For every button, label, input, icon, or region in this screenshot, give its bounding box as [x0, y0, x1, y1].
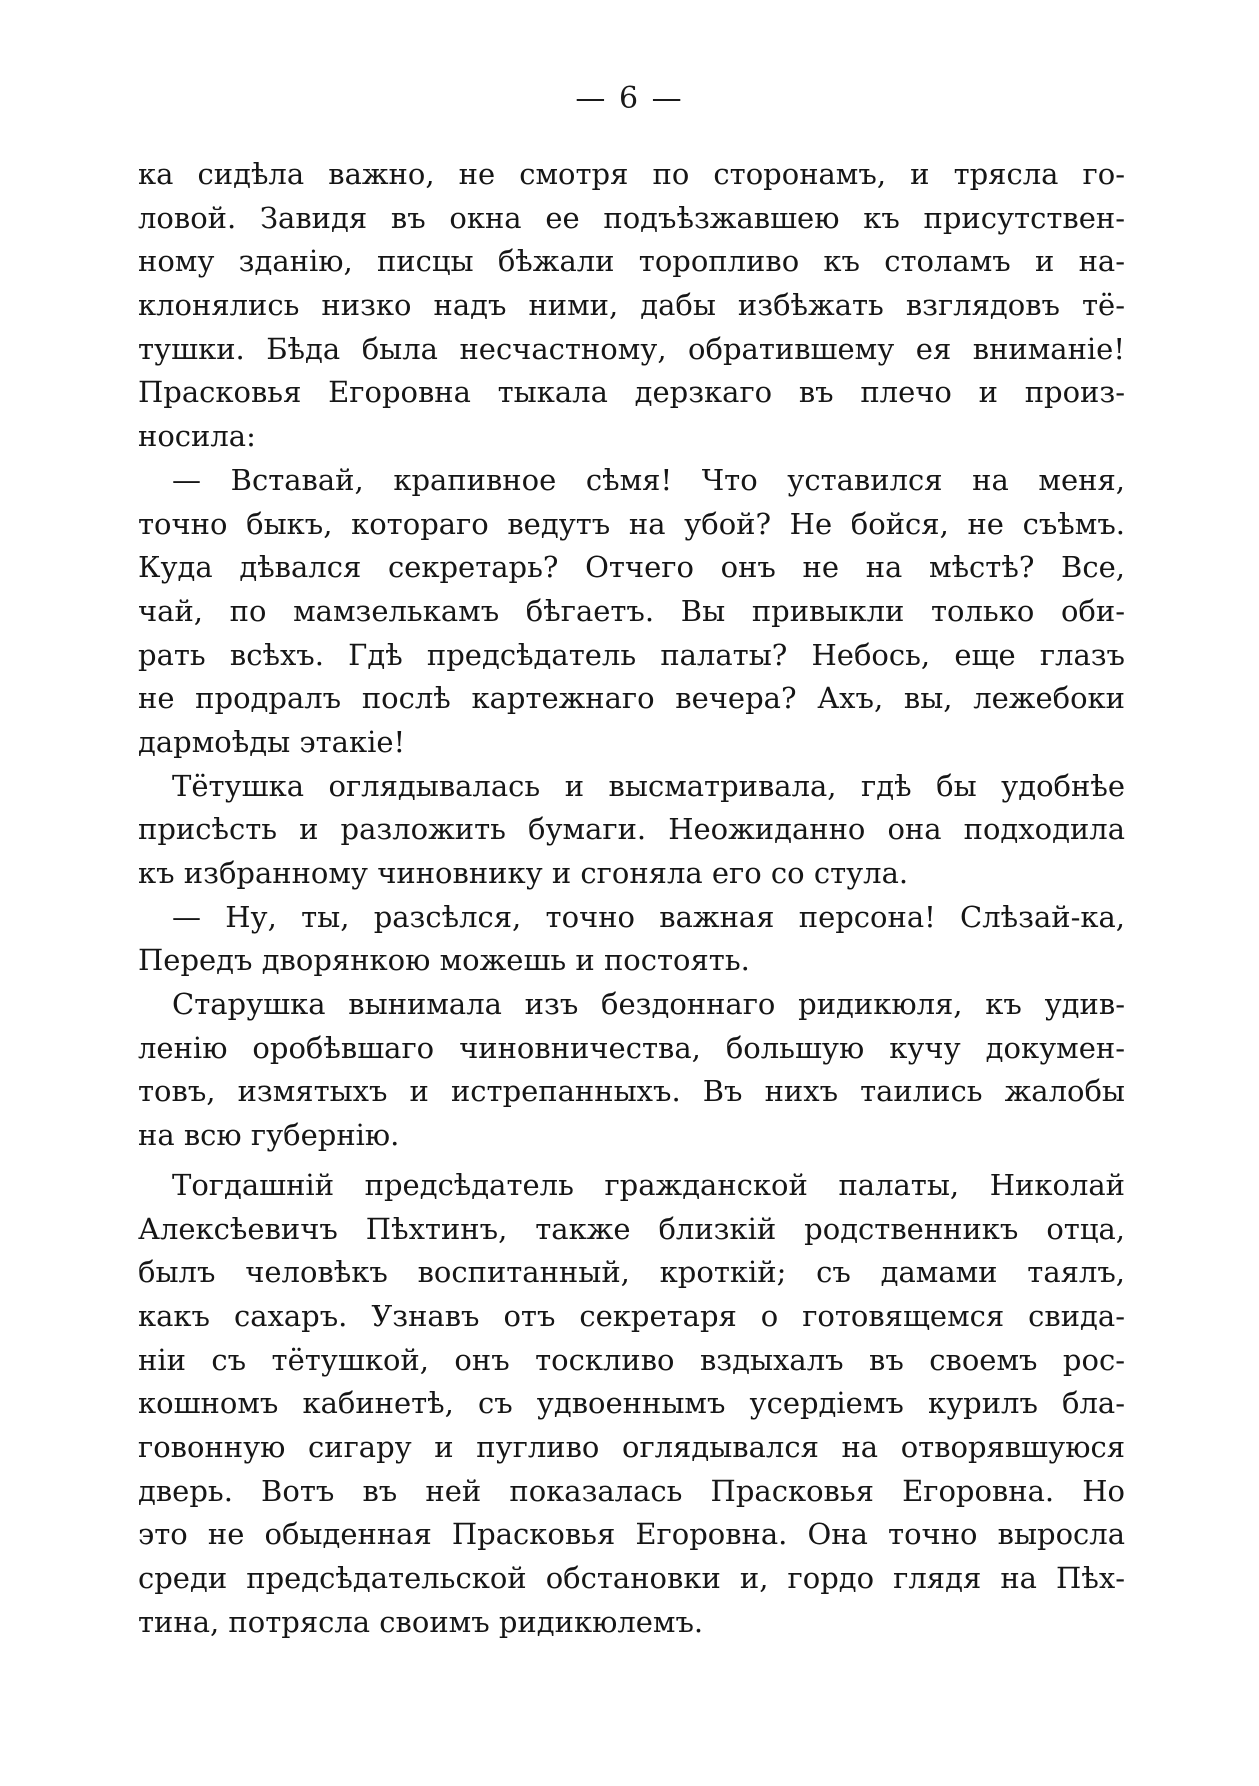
text-line: клонялись низко надъ ними, дабы избѣжать взглядовъ тё- — [138, 288, 1125, 323]
text-line: былъ человѣкъ воспитанный, кроткій; съ дамами таялъ, — [138, 1255, 1125, 1290]
text-line: дверь. Вотъ въ ней показалась Прасковья Егоровна. Но — [138, 1473, 1125, 1508]
text-line: Прасковья Егоровна тыкала дерзкаго въ плечо и произ- — [138, 375, 1125, 410]
text-line: чай, по мамзелькамъ бѣгаетъ. Вы привыкли только оби- — [138, 593, 1125, 628]
text-line: присѣсть и разложить бумаги. Неожиданно она подходила — [138, 812, 1125, 847]
text-line: это не обыденная Прасковья Егоровна. Она точно выросла — [138, 1517, 1125, 1552]
text-line: Старушка вынимала изъ бездоннаго ридикюля, къ удив- — [172, 987, 1125, 1022]
text-line: ніи съ тётушкой, онъ тоскливо вздыхалъ въ своемъ рос- — [138, 1342, 1125, 1377]
text-line: кошномъ кабинетѣ, съ удвоеннымъ усердіемъ курилъ бла- — [138, 1386, 1125, 1421]
text-line: Тогдашній предсѣдатель гражданской палаты, Николай — [172, 1167, 1125, 1202]
text-line: говонную сигару и пугливо оглядывался на отворявшуюся — [138, 1429, 1125, 1464]
paragraph — [138, 765, 1125, 896]
text-line: на всю губернію. — [138, 1118, 400, 1153]
paragraph — [138, 153, 1125, 459]
text-line: дармоѣды этакіе! — [138, 724, 406, 759]
text-line: тина, потрясла своимъ ридикюлемъ. — [138, 1604, 704, 1639]
page-number: — 6 — — [575, 81, 684, 116]
text-line: — Ну, ты, разсѣлся, точно важная персона! Слѣзай-ка, — [172, 899, 1125, 934]
text-line: товъ, измятыхъ и истрепанныхъ. Въ нихъ таились жалобы — [138, 1074, 1125, 1109]
text-line: Куда дѣвался секретарь? Отчего онъ не на мѣстѣ? Все, — [138, 550, 1125, 585]
paragraph — [138, 459, 1125, 765]
text-line: какъ сахаръ. Узнавъ отъ секретаря о готовящемся свида- — [138, 1298, 1125, 1333]
text-line: ленію оробѣвшаго чиновничества, большую кучу докумен- — [138, 1030, 1125, 1065]
text-line: рать всѣхъ. Гдѣ предсѣдатель палаты? Небось, еще глазъ — [138, 637, 1125, 672]
paragraph — [138, 1164, 1125, 1645]
text-line: къ избранному чиновнику и сгоняла его со стула. — [138, 856, 909, 890]
body-text — [138, 153, 1125, 1644]
text-line: тушки. Бѣда была несчастному, обратившему ея вниманіе! — [138, 331, 1125, 366]
text-line: точно быкъ, котораго ведутъ на убой? Не бойся, не съѣмъ. — [138, 506, 1125, 541]
paragraph — [138, 896, 1125, 983]
text-line: ка сидѣла важно, не смотря по сторонамъ, и трясла го- — [138, 157, 1125, 191]
text-line: — Вставай, крапивное сѣмя! Что уставился на меня, — [172, 462, 1125, 497]
text-line: Передъ дворянкою можешь и постоять. — [138, 943, 750, 978]
paragraph — [138, 983, 1125, 1158]
text-line: Алексѣевичъ Пѣхтинъ, также близкій родственникъ отца, — [138, 1211, 1125, 1246]
text-line: ному зданію, писцы бѣжали торопливо къ столамъ и на- — [138, 244, 1125, 279]
text-line: не продралъ послѣ картежнаго вечера? Ахъ, вы, лежебоки — [138, 681, 1125, 716]
text-line: Тётушка оглядывалась и высматривала, гдѣ бы удобнѣе — [172, 768, 1125, 803]
text-line: носила: — [138, 419, 256, 454]
text-line: среди предсѣдательской обстановки и, гордо глядя на Пѣх- — [138, 1561, 1125, 1595]
text-line: ловой. Завидя въ окна ее подъѣзжавшею къ присутствен- — [138, 200, 1125, 235]
